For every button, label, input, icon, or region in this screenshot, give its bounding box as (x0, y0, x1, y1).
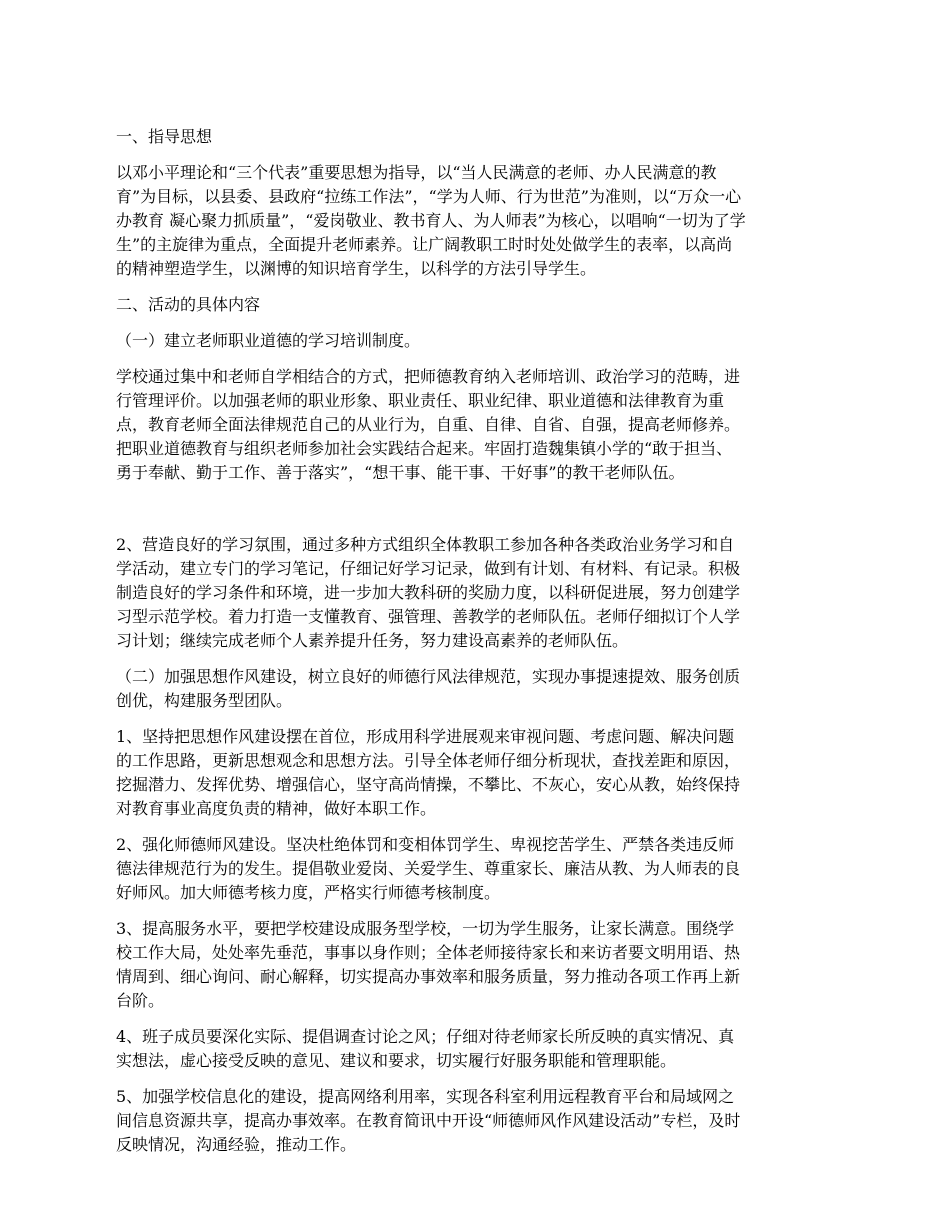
text-line: 的精神塑造学生，以渊博的知识培育学生，以科学的方法引导学生。 (116, 259, 597, 278)
paragraph-item-5 (116, 1085, 840, 1157)
heading-activity-content (116, 293, 840, 317)
paragraph-training (116, 365, 840, 485)
text-line: 反映情况，沟通经验，推动工作。 (116, 1135, 357, 1154)
paragraph-item-3 (116, 917, 840, 1013)
paragraph-item-1 (116, 725, 840, 821)
text-line: 台阶。 (116, 991, 165, 1010)
text-line: 4、班子成员要深化实际、提倡调查讨论之风；仔细对待老师家长所反映的真实情况、真 (116, 1027, 735, 1046)
text-line: 习型示范学校。着力打造一支懂教育、强管理、善教学的老师队伍。老师仔细拟订个人学 (116, 607, 741, 626)
text-line: 对教育事业高度负责的精神，做好本职工作。 (116, 799, 437, 818)
text-line: 5、加强学校信息化的建设，提高网络利用率，实现各科室利用远程教育平台和局域网之 (116, 1087, 735, 1106)
subheading-style-building (116, 665, 840, 713)
text-line: 情周到、细心询问、耐心解释，切实提高办事效率和服务质量，努力推动各项工作再上新 (116, 967, 741, 986)
text-line: 挖掘潜力、发挥优势、增强信心，坚守高尚情操，不攀比、不灰心，安心从教，始终保持 (116, 775, 741, 794)
text-line: 3、提高服务水平，要把学校建设成服务型学校，一切为学生服务，让家长满意。围绕学 (116, 919, 735, 938)
text-line: 的工作思路，更新思想观念和思想方法。引导全体老师仔细分析现状，查找差距和原因， (116, 751, 741, 770)
text-line: 点，教育老师全面法律规范自己的从业行为，自重、自律、自省、自强，提高老师修养。 (116, 415, 741, 434)
text-line: 一、指导思想 (116, 127, 213, 146)
text-line: 育”为目标，以县委、县政府“拉练工作法”，“学为人师、行为世范”为准则，以“万众一心 (116, 187, 742, 206)
paragraph-item-4 (116, 1025, 840, 1073)
text-line: 校工作大局，处处率先垂范，事事以身作则；全体老师接待家长和来访者要文明用语、热 (116, 943, 741, 962)
paragraph-item-2 (116, 833, 840, 905)
text-line: 习计划；继续完成老师个人素养提升任务，努力建设高素养的老师队伍。 (116, 631, 629, 650)
paragraph-learning-atmosphere (116, 533, 840, 653)
text-line: 1、坚持把思想作风建设摆在首位，形成用科学进展观来审视问题、考虑问题、解决问题 (116, 727, 735, 746)
text-line: 学活动，建立专门的学习笔记，仔细记好学习记录，做到有计划、有材料、有记录。积极 (116, 559, 741, 578)
text-line: 行管理评价。以加强老师的职业形象、职业责任、职业纪律、职业道德和法律教育为重 (116, 391, 725, 410)
text-line: 勇于奉献、勤于工作、善于落实”，“想干事、能干事、干好事”的教干老师队伍。 (116, 463, 685, 482)
paragraph-guiding-thought (116, 161, 840, 281)
text-line: 德法律规范行为的发生。提倡敬业爱岗、关爱学生、尊重家长、廉洁从教、为人师表的良 (116, 859, 741, 878)
heading-guiding-thought (116, 125, 840, 149)
text-line: 制造良好的学习条件和环境，进一步加大教科研的奖励力度，以科研促进展，努力创建学 (116, 583, 741, 602)
text-line: 2、强化师德师风建设。坚决杜绝体罚和变相体罚学生、卑视挖苦学生、严禁各类违反师 (116, 835, 735, 854)
text-line: 把职业道德教育与组织老师参加社会实践结合起来。牢固打造魏集镇小学的“敢于担当、 (116, 439, 733, 458)
text-line: （一）建立老师职业道德的学习培训制度。 (116, 331, 421, 350)
text-line: 生”的主旋律为重点，全面提升老师素养。让广阔教职工时时处处做学生的表率，以高尚 (116, 235, 733, 254)
text-line: 以邓小平理论和“三个代表”重要思想为指导，以“当人民满意的老师、办人民满意的教 (116, 163, 717, 182)
text-line: 好师风。加大师德考核力度，严格实行师德考核制度。 (116, 883, 501, 902)
text-line: 间信息资源共享，提高办事效率。在教育简讯中开设“师德师风作风建设活动”专栏，及时 (116, 1111, 741, 1130)
text-line: 实想法，虚心接受反映的意见、建议和要求，切实履行好服务职能和管理职能。 (116, 1051, 677, 1070)
text-line: （二）加强思想作风建设，树立良好的师德行风法律规范，实现办事提速提效、服务创质 (116, 667, 741, 686)
text-line: 创优，构建服务型团队。 (116, 691, 293, 710)
text-line: 办教育 凝心聚力抓质量”，“爱岗敬业、教书育人、为人师表”为核心，以唱响“一切为了学 (116, 211, 746, 230)
text-line: 2、营造良好的学习氛围，通过多种方式组织全体教职工参加各种各类政治业务学习和自 (116, 535, 735, 554)
subheading-training-system (116, 329, 840, 353)
text-line: 二、活动的具体内容 (116, 295, 261, 314)
text-line: 学校通过集中和老师自学相结合的方式，把师德教育纳入老师培训、政治学习的范畴，进 (116, 367, 741, 386)
